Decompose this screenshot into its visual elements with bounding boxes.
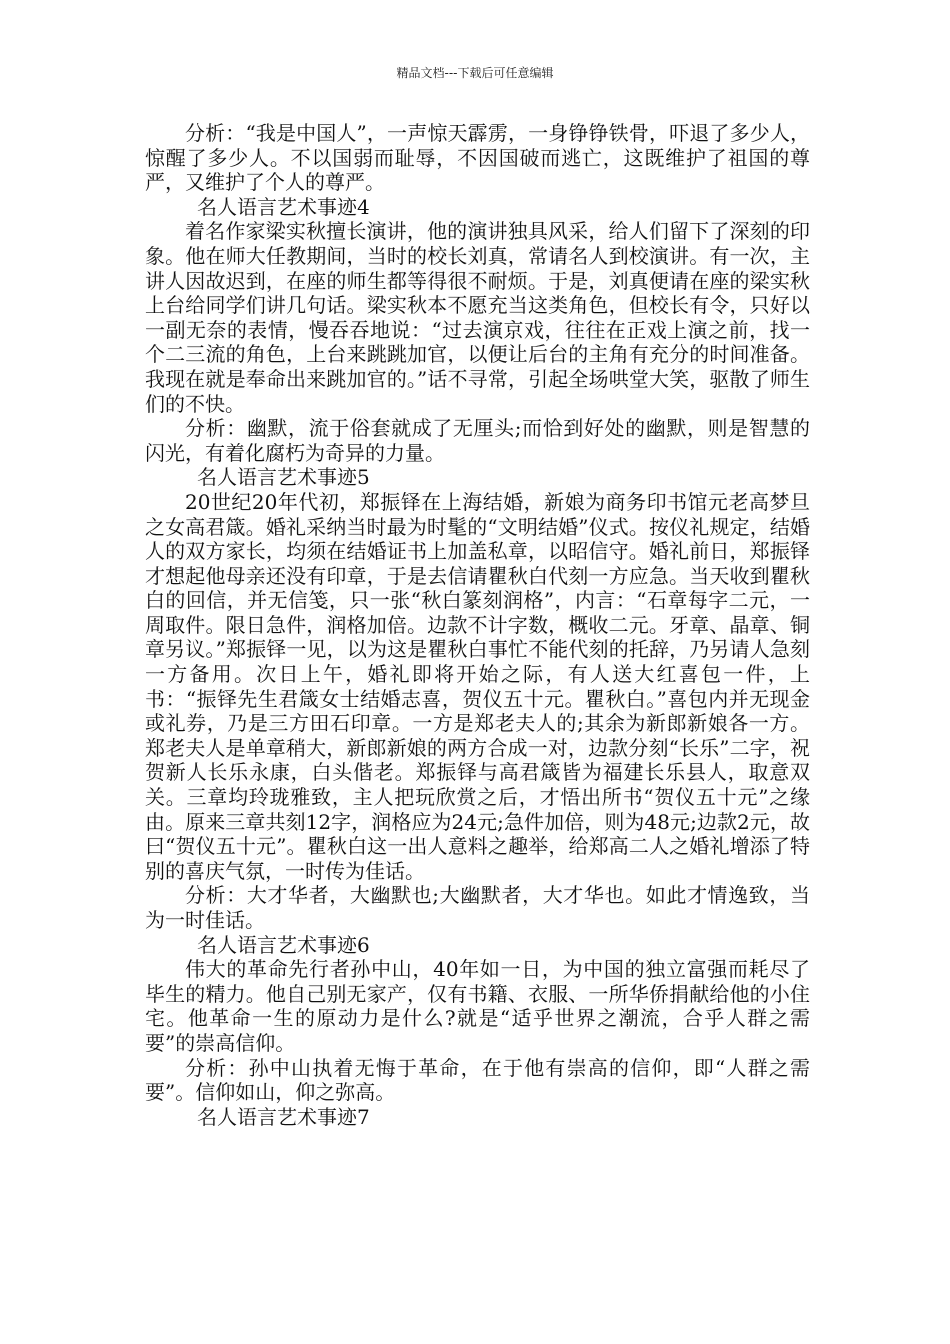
paragraph-analysis-4: 分析：幽默，流于俗套就成了无厘头;而恰到好处的幽默，则是智慧的闪光，有着化腐朽为奇异的力量。: [145, 416, 810, 465]
section-heading-7: 名人语言艺术事迹7: [197, 1104, 370, 1129]
paragraph-story-5: 20世纪20年代初，郑振铎在上海结婚，新娘为商务印书馆元老高梦旦之女高君箴。婚礼采纳当时最为时髦的“文明结婚”仪式。按仪礼规定，结婚人的双方家长，均须在结婚证书上加盖私章，以昭信守。婚礼前日，郑振铎才想起他母亲还没有印章，于是去信请瞿秋白代刻一方应急。当天收到瞿秋白的回信，并无信笺，只一张“秋白篆刻润格”，内言：“石章每字二元，一周取件。限日急件，润格加倍。边款不计字数，概收二元。牙章、晶章、铜章另议。”郑振铎一见，以为这是瞿秋白事忙不能代刻的托辞，乃另请人急刻一方备用。次日上午，婚礼即将开始之际，有人送大红喜包一件，上书：“振铎先生君箴女士结婚志喜，贺仪五十元。瞿秋白。”喜包内并无现金或礼券，乃是三方田石印章。一方是郑老夫人的;其余为新郎新娘各一方。郑老夫人是单章稍大，新郎新娘的两方合成一对，边款分刻“长乐”二字，祝贺新人长乐永康，白头偕老。郑振铎与高君箴皆为福建长乐县人，取意双关。三章均玲珑雅致，主人把玩欣赏之后，才悟出所书“贺仪五十元”之缘由。原来三章共刻12字，润格应为24元;急件加倍，则为48元;边款2元，故曰“贺仪五十元”。瞿秋白这一出人意料之趣举，给郑高二人之婚礼增添了特别的喜庆气氛，一时传为佳话。: [145, 489, 810, 883]
paragraph-analysis-5: 分析：大才华者，大幽默也;大幽默者，大才华也。如此才情逸致，当为一时佳话。: [145, 883, 810, 932]
section-heading-6: 名人语言艺术事迹6: [197, 932, 370, 957]
paragraph-analysis-3: 分析：“我是中国人”，一声惊天霹雳，一身铮铮铁骨，吓退了多少人，惊醒了多少人。不以国弱而耻辱，不因国破而逃亡，这既维护了祖国的尊严，又维护了个人的尊严。: [145, 121, 810, 195]
paragraph-story-4: 着名作家梁实秋擅长演讲，他的演讲独具风采，给人们留下了深刻的印象。他在师大任教期间，当时的校长刘真，常请名人到校演讲。有一次，主讲人因故迟到，在座的师生都等得很不耐烦。于是，刘真便请在座的梁实秋上台给同学们讲几句话。梁实秋本不愿充当这类角色，但校长有令，只好以一副无奈的表情，慢吞吞地说：“过去演京戏，往往在正戏上演之前，找一个二三流的角色，上台来跳跳加官，以便让后台的主角有充分的时间准备。我现在就是奉命出来跳加官的。”话不寻常，引起全场哄堂大笑，驱散了师生们的不快。: [145, 219, 810, 416]
section-heading-4: 名人语言艺术事迹4: [197, 194, 370, 219]
paragraph-analysis-6: 分析：孙中山执着无悔于革命，在于他有崇高的信仰，即“人群之需要”。信仰如山，仰之弥高。: [145, 1055, 810, 1105]
document-body: [145, 121, 810, 1129]
page-header: 精品文档---下载后可任意编辑: [396, 66, 554, 80]
section-heading-5: 名人语言艺术事迹5: [197, 465, 370, 490]
paragraph-story-6: 伟大的革命先行者孙中山，40年如一日，为中国的独立富强而耗尽了毕生的精力。他自己别无家产，仅有书籍、衣服、一所华侨捐献给他的小住宅。他革命一生的原动力是什么?就是“适乎世界之潮流，合乎人群之需要”的崇高信仰。: [145, 957, 810, 1055]
